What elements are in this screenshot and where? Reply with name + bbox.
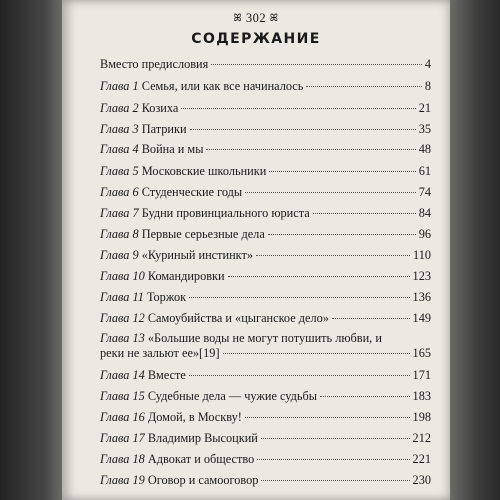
dot-leader	[228, 276, 410, 277]
chapter-title: Студенческие годы	[138, 185, 243, 199]
page-ref: 123	[412, 269, 431, 283]
chapter-title: Будни провинциального юриста	[138, 206, 310, 220]
page-ref: 183	[412, 389, 431, 403]
page-ref: 21	[418, 101, 431, 115]
dot-leader	[332, 318, 410, 319]
page-ref: 4	[424, 57, 431, 71]
toc-entry	[100, 142, 431, 156]
chapter-title: Московские школьники	[138, 164, 267, 178]
chapter-number: Глава 4	[100, 142, 139, 156]
chapter-number: Глава 17	[100, 431, 145, 445]
chapter-title: Домой, в Москву!	[144, 410, 242, 424]
dot-leader	[206, 149, 415, 150]
chapter-number: Глава 18	[100, 452, 145, 466]
chapter-number: Глава 16	[100, 410, 145, 424]
toc-entry	[100, 389, 431, 403]
dot-leader	[269, 171, 415, 172]
chapter-number: Глава 7	[100, 206, 139, 220]
dot-leader	[261, 438, 410, 439]
ornament-right-icon: ꕤ	[269, 13, 279, 24]
chapter-number: Глава 10	[100, 269, 145, 283]
dot-leader	[256, 255, 410, 256]
book-right-edge	[450, 0, 500, 500]
dot-leader	[189, 297, 409, 298]
chapter-number: Глава 12	[100, 311, 145, 325]
chapter-title: Война и мы	[138, 142, 204, 156]
chapter-title: Оговор и самооговор	[144, 473, 259, 487]
toc-entry	[100, 452, 431, 466]
dot-leader	[211, 64, 422, 65]
dot-leader	[190, 129, 416, 130]
page-ref: 84	[418, 206, 431, 220]
chapter-number: Глава 9	[100, 248, 139, 262]
page-ref: 96	[418, 227, 431, 241]
chapter-number: Глава 3	[100, 122, 139, 136]
chapter-title: Торжок	[143, 290, 187, 304]
page-ref: 149	[412, 311, 431, 325]
page-ref: 212	[412, 431, 431, 445]
chapter-title: Вместо предисловия	[100, 57, 209, 71]
toc-entry	[100, 290, 431, 304]
toc-entry	[100, 227, 431, 241]
chapter-title-line2: реки не зальют ее»[19]	[100, 346, 220, 360]
chapter-title: Семья, или как все начиналось	[138, 79, 304, 93]
chapter-number: Глава 19	[100, 473, 145, 487]
toc-entry	[100, 269, 431, 283]
page-title: СОДЕРЖАНИЕ	[191, 31, 321, 47]
chapter-number: Глава 13	[100, 331, 145, 345]
toc-entry	[100, 101, 431, 115]
chapter-title: Адвокат и общество	[144, 452, 255, 466]
dot-leader	[245, 417, 410, 418]
dot-leader	[261, 480, 409, 481]
page-ref: 171	[412, 368, 431, 382]
chapter-title-line1: «Большие воды не могут потушить любви, и	[144, 331, 382, 345]
chapter-title: Командировки	[144, 269, 225, 283]
chapter-title: Судебные дела — чужие судьбы	[144, 389, 318, 403]
chapter-number: Глава 8	[100, 227, 139, 241]
toc-entry	[100, 185, 431, 199]
page-number: 302	[245, 11, 267, 25]
toc-entry	[100, 57, 431, 71]
dot-leader	[189, 375, 410, 376]
dot-leader	[313, 213, 416, 214]
page-ref: 198	[412, 410, 431, 424]
chapter-number: Глава 15	[100, 389, 145, 403]
page-ref: 136	[412, 290, 431, 304]
toc-entry	[100, 248, 431, 262]
page-ref: 8	[424, 79, 431, 93]
chapter-title: Патрики	[138, 122, 187, 136]
chapter-title: Владимир Высоцкий	[144, 431, 258, 445]
dot-leader	[181, 108, 415, 109]
dot-leader	[245, 192, 416, 193]
chapter-title: Первые серьезные дела	[138, 227, 265, 241]
page-ref: 61	[418, 164, 431, 178]
page-ref: 165	[412, 346, 431, 360]
page-ref: 74	[418, 185, 431, 199]
chapter-number: Глава 14	[100, 368, 145, 382]
toc-entry	[100, 368, 431, 382]
toc-entry	[100, 164, 431, 178]
toc-entry	[100, 122, 431, 136]
toc-entry	[100, 431, 431, 445]
dot-leader	[223, 353, 410, 354]
chapter-title: «Куриный инстинкт»	[138, 248, 254, 262]
page-ref: 35	[418, 122, 431, 136]
chapter-title: Козиха	[138, 101, 179, 115]
dot-leader	[257, 459, 409, 460]
chapter-number: Глава 11	[100, 290, 144, 304]
page-ref: 230	[412, 473, 431, 487]
toc-entry	[100, 311, 431, 325]
ornament-left-icon: ꕤ	[233, 13, 243, 24]
chapter-title: Вместе	[144, 368, 186, 382]
dot-leader	[268, 234, 416, 235]
toc-entry	[100, 206, 431, 220]
page-ref: 48	[418, 142, 431, 156]
dot-leader	[306, 86, 421, 87]
book-left-shadow	[0, 0, 62, 500]
chapter-number: Глава 6	[100, 185, 139, 199]
chapter-title: Самоубийства и «цыганское дело»	[144, 311, 329, 325]
chapter-number: Глава 1	[100, 79, 139, 93]
book-page	[62, 0, 450, 500]
chapter-number: Глава 5	[100, 164, 139, 178]
dot-leader	[320, 396, 409, 397]
toc-entry-multiline-end	[100, 346, 431, 360]
toc-entry	[100, 79, 431, 93]
chapter-number: Глава 2	[100, 101, 139, 115]
toc-entry	[100, 410, 431, 424]
page-number-header	[62, 11, 450, 26]
toc-entry	[100, 473, 431, 487]
page-ref: 221	[412, 452, 431, 466]
page-ref: 110	[413, 248, 431, 262]
toc-entry-multiline	[100, 331, 431, 345]
